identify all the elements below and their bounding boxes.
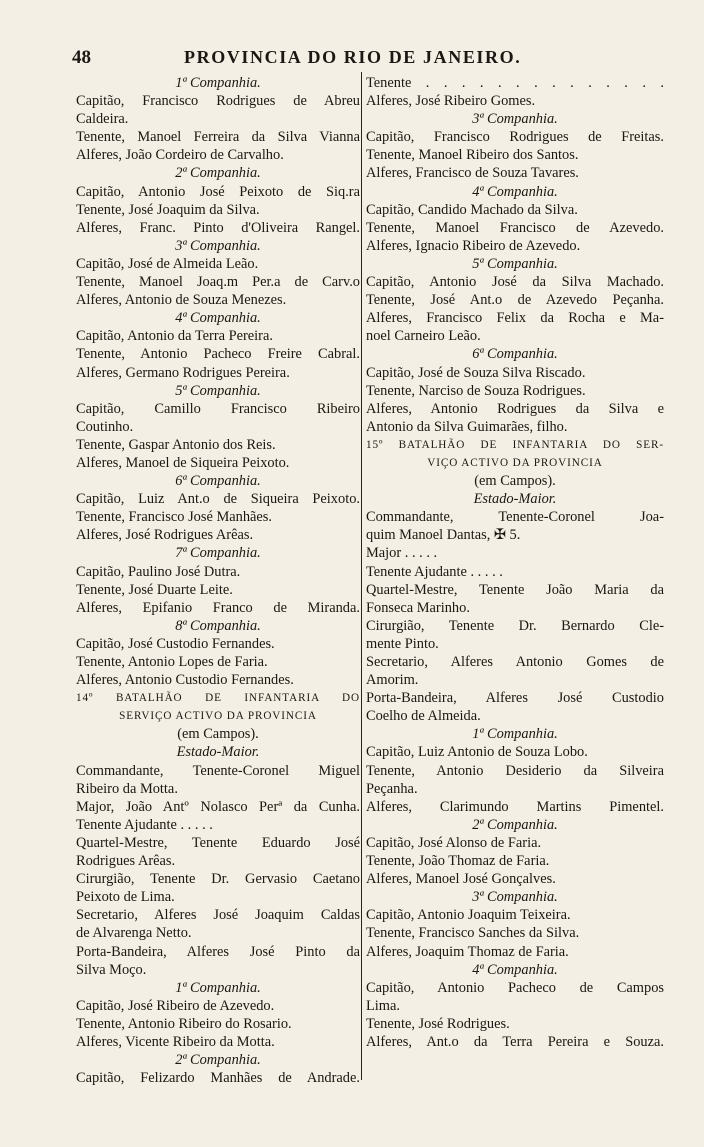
entry-line: Commandante, Tenente-Coronel Miguel (76, 762, 360, 779)
entry-line: Capitão, Luiz Antonio de Souza Lobo. (366, 744, 588, 761)
company-heading: 2ª Companhia. (175, 165, 261, 182)
entry-line: Alferes, Antonio de Souza Menezes. (76, 292, 287, 309)
entry-line: Lima. (366, 997, 400, 1014)
entry-line: Tenente, Manoel Ferreira da Silva Vianna (76, 129, 360, 146)
company-heading: 3ª Companhia. (472, 111, 558, 128)
company-heading: 6ª Companhia. (175, 473, 261, 490)
entry-line: Capitão, Antonio Pacheco de Campos (366, 979, 664, 996)
company-heading: 7ª Companhia. (175, 545, 261, 562)
entry-line: Alferes, Francisco de Souza Tavares. (366, 165, 579, 182)
entry-line: Porta-Bandeira, Alferes José Pinto da (76, 943, 360, 960)
entry-line: Tenente, Francisco José Manhães. (76, 509, 273, 526)
location-note: (em Campos). (474, 473, 556, 490)
entry-line: Tenente . . . . . . . . . . . . . . (366, 75, 664, 91)
entry-line: Rodrigues Arêas. (76, 853, 176, 870)
entry-line: Tenente, Antonio Pacheco Freire Cabral. (76, 346, 360, 363)
entry-line: Coelho de Almeida. (366, 708, 481, 725)
entry-line: noel Carneiro Leão. (366, 328, 481, 345)
entry-line: Alferes, Francisco Felix da Rocha e Ma- (366, 310, 664, 327)
page-title: PROVINCIA DO RIO DE JANEIRO. (184, 47, 522, 67)
entry-line: Tenente, Antonio Desiderio da Silveira (366, 762, 664, 779)
entry-line: Cirurgião, Tenente Dr. Bernardo Cle- (366, 617, 664, 634)
company-heading: 5ª Companhia. (175, 382, 261, 399)
entry-line: Alferes, Franc. Pinto d'Oliveira Rangel. (76, 219, 360, 236)
entry-line: Capitão, José Alonso de Faria. (366, 834, 542, 851)
entry-line: Capitão, Antonio José Peixoto de Siq.ra (76, 183, 360, 200)
entry-line: Alferes, Ant.o da Terra Pereira e Souza. (366, 1033, 664, 1050)
company-heading: 2ª Companhia. (175, 1052, 261, 1069)
entry-line: Porta-Bandeira, Alferes José Custodio (366, 690, 664, 707)
entry-line: Tenente, José Joaquim da Silva. (76, 201, 260, 218)
entry-line: Tenente, Gaspar Antonio dos Reis. (76, 436, 276, 453)
company-heading: 4ª Companhia. (472, 961, 558, 978)
entry-line: Alferes, Antonio Custodio Fernandes. (76, 672, 294, 689)
battalion-heading: SERVIÇO ACTIVO DA PROVINCIA (119, 710, 317, 723)
entry-line: Alferes, Joaquim Thomaz de Faria. (366, 943, 569, 960)
entry-line: Tenente, Antonio Lopes de Faria. (76, 654, 268, 670)
battalion-heading: 15º BATALHÃO DE INFANTARIA DO SER- (366, 438, 664, 451)
entry-line: Major . . . . . (366, 545, 438, 562)
entry-line: mente Pinto. (366, 635, 439, 652)
company-heading: 3ª Companhia. (175, 237, 261, 254)
entry-line: Alferes, Antonio Rodrigues da Silva e (366, 400, 664, 417)
entry-line: Capitão, Francisco Rodrigues de Freitas. (366, 129, 664, 146)
company-heading: 4ª Companhia. (175, 310, 261, 327)
entry-line: Capitão, Luiz Ant.o de Siqueira Peixoto. (76, 491, 360, 508)
company-heading: Estado-Maior. (473, 491, 557, 508)
entry-line: Capitão, José de Souza Silva Riscado. (366, 364, 586, 381)
entry-line: Capitão, Camillo Francisco Ribeiro (76, 400, 360, 417)
entry-line: Ribeiro da Motta. (76, 780, 178, 797)
entry-line: Tenente, João Thomaz de Faria. (366, 853, 550, 870)
entry-line: Alferes, Clarimundo Martins Pimentel. (366, 798, 664, 815)
entry-line: Tenente, Narciso de Souza Rodrigues. (366, 382, 586, 399)
entry-line: Capitão, Felizardo Manhães de Andrade. (76, 1070, 360, 1087)
entry-line: Capitão, Antonio Joaquim Teixeira. (366, 907, 571, 924)
entry-line: Capitão, Antonio da Terra Pereira. (76, 328, 273, 345)
entry-line: Silva Moço. (76, 961, 147, 978)
right-column (366, 74, 664, 1051)
entry-line: Caldeira. (76, 111, 129, 128)
entry-line: Quartel-Mestre, Tenente Eduardo José (76, 834, 360, 851)
company-heading: 1ª Companhia. (175, 75, 261, 91)
entry-line: Capitão, Antonio José da Silva Machado. (366, 274, 664, 291)
entry-line: Tenente, Francisco Sanches da Silva. (366, 925, 580, 942)
entry-line: Coutinho. (76, 418, 134, 435)
company-heading: 2ª Companhia. (472, 816, 558, 833)
entry-line: de Alvarenga Netto. (76, 925, 192, 942)
entry-line: Tenente Ajudante . . . . . (366, 563, 503, 580)
entry-line: Alferes, João Cordeiro de Carvalho. (76, 147, 284, 164)
entry-line: Alferes, Germano Rodrigues Pereira. (76, 364, 290, 381)
entry-line: Quartel-Mestre, Tenente João Maria da (366, 581, 664, 598)
entry-line: Tenente, Manoel Joaq.m Per.a de Carv.o (76, 274, 360, 291)
entry-line: Tenente Ajudante . . . . . (76, 816, 213, 833)
entry-line: Alferes, José Rodrigues Arêas. (76, 527, 254, 544)
company-heading: 1ª Companhia. (175, 979, 261, 996)
entry-line: Tenente, Manoel Ribeiro dos Santos. (366, 147, 579, 164)
company-heading: 1ª Companhia. (472, 726, 558, 743)
column-divider (361, 72, 362, 1080)
entry-line: Alferes, Ignacio Ribeiro de Azevedo. (366, 237, 581, 254)
location-note: (em Campos). (177, 726, 259, 743)
battalion-heading: 14º BATALHÃO DE INFANTARIA DO (76, 692, 360, 705)
entry-line: Amorim. (366, 672, 419, 689)
entry-line: Capitão, Francisco Rodrigues de Abreu (76, 93, 360, 110)
entry-line: Capitão, Candido Machado da Silva. (366, 201, 578, 218)
entry-line: Tenente, Antonio Ribeiro do Rosario. (76, 1015, 292, 1032)
entry-line: Peçanha. (366, 780, 418, 797)
company-heading: 4ª Companhia. (472, 183, 558, 200)
battalion-heading: VIÇO ACTIVO DA PROVINCIA (427, 456, 603, 469)
company-heading: 3ª Companhia. (472, 889, 558, 906)
entry-line: Alferes, José Ribeiro Gomes. (366, 93, 536, 110)
entry-line: quim Manoel Dantas, ✠ 5. (366, 527, 521, 544)
entry-line: Cirurgião, Tenente Dr. Gervasio Caetano (76, 871, 360, 888)
entry-line: Alferes, Epifanio Franco de Miranda. (76, 599, 360, 616)
entry-line: Tenente, Manoel Francisco de Azevedo. (366, 219, 664, 236)
company-heading: 6ª Companhia. (472, 346, 558, 363)
entry-line: Fonseca Marinho. (366, 599, 470, 616)
entry-line: Commandante, Tenente-Coronel Joa- (366, 509, 664, 526)
entry-line: Tenente, José Ant.o de Azevedo Peçanha. (366, 292, 664, 309)
entry-line: Secretario, Alferes Antonio Gomes de (366, 654, 664, 670)
entry-line: Capitão, José Ribeiro de Azevedo. (76, 997, 275, 1014)
entry-line: Capitão, José Custodio Fernandes. (76, 635, 275, 652)
entry-line: Tenente, José Rodrigues. (366, 1015, 510, 1032)
page-number: 48 (72, 47, 91, 68)
entry-line: Capitão, Paulino José Dutra. (76, 563, 241, 580)
company-heading: Estado-Maior. (176, 744, 260, 761)
entry-line: Antonio da Silva Guimarães, filho. (366, 418, 568, 435)
entry-line: Secretario, Alferes José Joaquim Caldas (76, 907, 360, 924)
company-heading: 8ª Companhia. (175, 617, 261, 634)
entry-line: Peixoto de Lima. (76, 889, 175, 906)
left-column (76, 74, 360, 1087)
entry-line: Alferes, Manoel José Gonçalves. (366, 871, 556, 888)
entry-line: Alferes, Manoel de Siqueira Peixoto. (76, 454, 290, 471)
company-heading: 5ª Companhia. (472, 255, 558, 272)
entry-line: Major, João Antº Nolasco Perª da Cunha. (76, 798, 360, 815)
entry-line: Alferes, Vicente Ribeiro da Motta. (76, 1033, 275, 1050)
entry-line: Tenente, José Duarte Leite. (76, 581, 233, 598)
running-header (72, 44, 672, 70)
entry-line: Capitão, José de Almeida Leão. (76, 255, 259, 272)
